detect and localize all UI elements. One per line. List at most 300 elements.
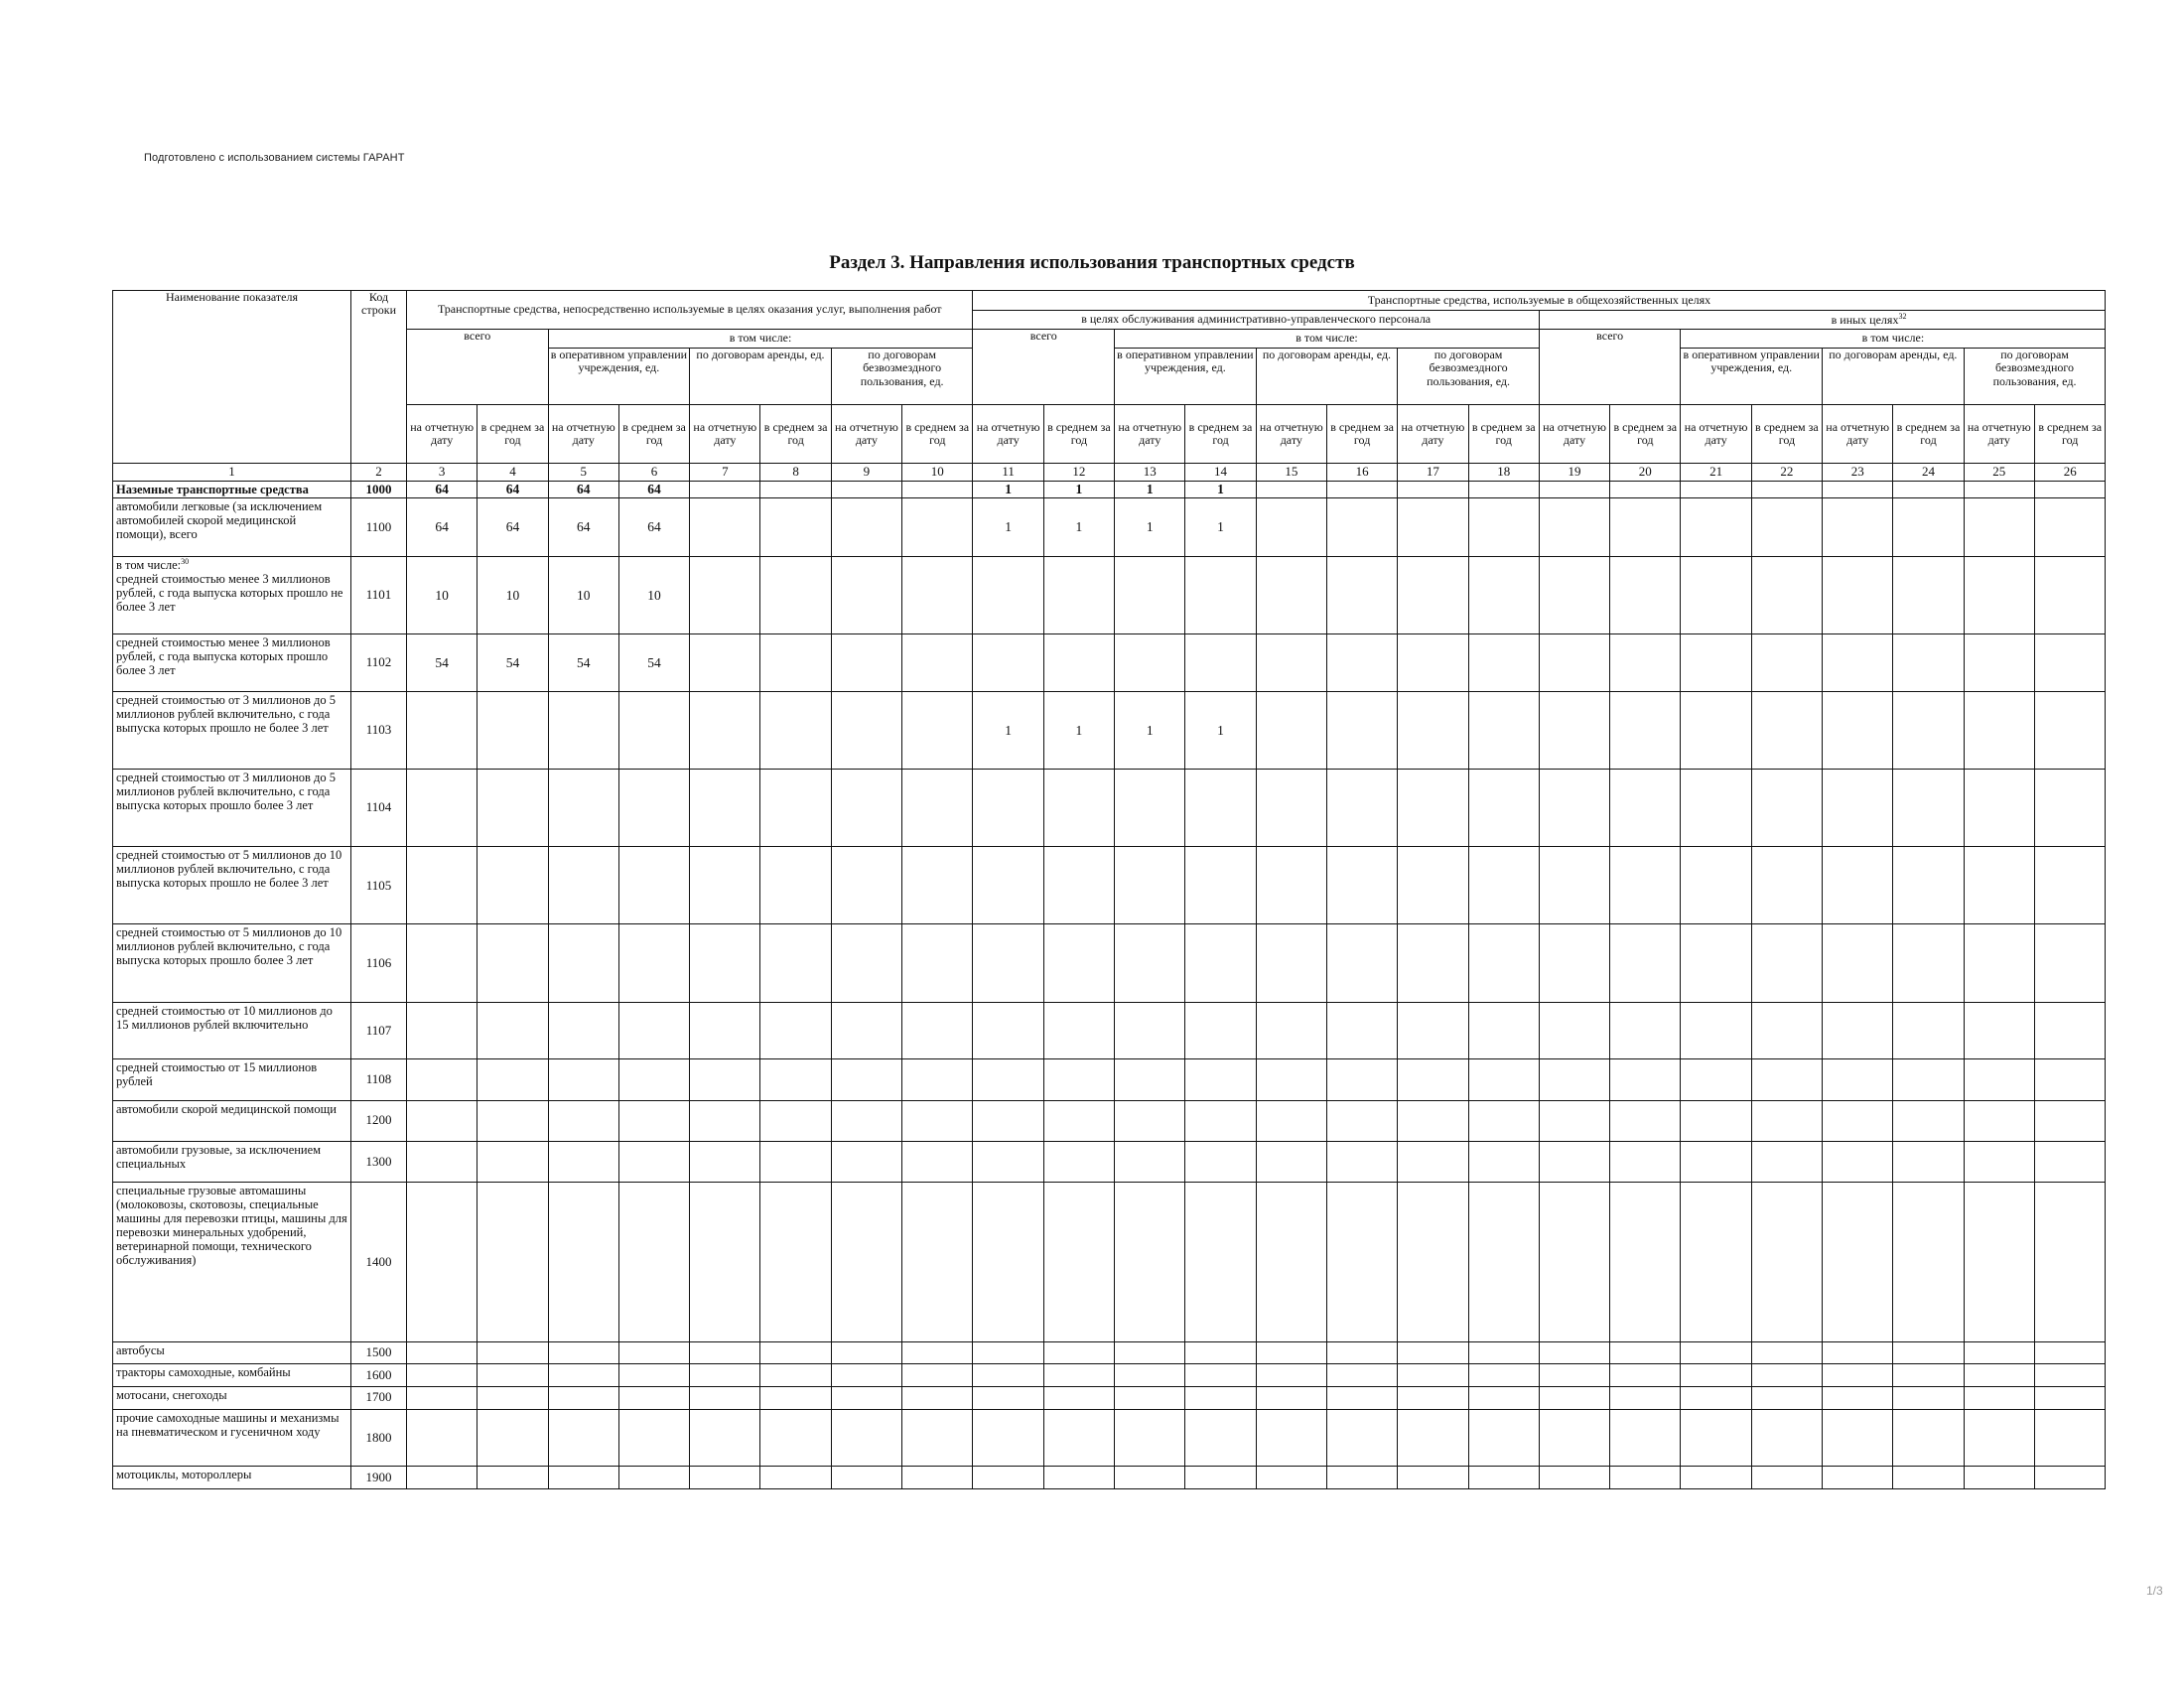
row-value-cell <box>1539 634 1609 692</box>
row-value-cell <box>1256 847 1326 924</box>
row-name-cell <box>113 1002 351 1059</box>
row-value-cell <box>1256 1141 1326 1182</box>
row-value-cell <box>1964 1182 2034 1341</box>
column-number-22: 22 <box>1751 464 1822 482</box>
row-value-cell <box>1539 1141 1609 1182</box>
row-value-cell <box>1823 1182 1893 1341</box>
row-value-cell <box>690 1141 760 1182</box>
row-name-cell <box>113 1100 351 1141</box>
row-value-cell <box>690 769 760 846</box>
row-value-cell <box>690 634 760 692</box>
row-value-cell <box>1256 1364 1326 1387</box>
row-value-cell <box>548 1182 618 1341</box>
row-value-cell <box>1043 1341 1114 1364</box>
row-value-cell <box>1468 1386 1539 1409</box>
row-value-cell: 1 <box>1043 498 1114 557</box>
row-name-cell <box>113 691 351 769</box>
row-code-cell: 1105 <box>351 847 407 924</box>
row-value-cell <box>1115 1100 1185 1141</box>
row-value-cell <box>760 1100 831 1141</box>
row-value-cell <box>1823 1386 1893 1409</box>
row-value-cell <box>1326 1341 1397 1364</box>
row-value-cell: 54 <box>407 634 478 692</box>
row-value-cell <box>1893 556 1964 633</box>
row-value-cell <box>973 1182 1043 1341</box>
row-value-cell <box>760 1002 831 1059</box>
row-name-cell <box>113 1386 351 1409</box>
row-value-cell <box>1964 691 2034 769</box>
row-value-cell <box>1610 847 1681 924</box>
row-value-cell <box>1823 1141 1893 1182</box>
row-value-cell <box>548 1409 618 1467</box>
row-value-cell <box>1539 1059 1609 1100</box>
header-rent-2: по договорам аренды, ед. <box>1823 348 1965 405</box>
row-value-cell <box>407 1386 478 1409</box>
row-value-cell <box>690 691 760 769</box>
row-value-cell <box>1681 769 1751 846</box>
row-value-cell <box>690 1364 760 1387</box>
row-value-cell <box>902 1002 973 1059</box>
row-name-text: тракторы самоходные, комбайны <box>116 1365 291 1380</box>
row-value-cell <box>1964 847 2034 924</box>
header-at-date-2-2: на отчетную дату <box>1823 405 1893 464</box>
row-value-cell <box>1043 1386 1114 1409</box>
row-value-cell <box>1893 1141 1964 1182</box>
table-row <box>113 847 2106 924</box>
row-value-cell <box>407 847 478 924</box>
row-value-cell <box>831 1059 901 1100</box>
row-value-cell <box>1185 1059 1256 1100</box>
row-value-cell <box>1823 1059 1893 1100</box>
row-value-cell <box>902 924 973 1002</box>
row-value-cell <box>1398 924 1468 1002</box>
row-value-cell <box>2034 1002 2106 1059</box>
row-value-cell <box>902 1341 973 1364</box>
row-value-cell <box>1185 1386 1256 1409</box>
column-number-12: 12 <box>1043 464 1114 482</box>
table-row <box>113 1002 2106 1059</box>
row-value-cell <box>1610 1141 1681 1182</box>
row-name-text: средней стоимостью менее 3 миллионов рублей, с года выпуска которых прошло более 3 лет <box>116 635 331 677</box>
row-name-prefix-sup: 30 <box>181 556 190 566</box>
row-value-cell <box>548 769 618 846</box>
column-number-15: 15 <box>1256 464 1326 482</box>
row-value-cell <box>2034 1100 2106 1141</box>
row-value-cell <box>973 1002 1043 1059</box>
row-value-cell <box>1468 556 1539 633</box>
row-value-cell <box>1185 556 1256 633</box>
row-value-cell <box>548 924 618 1002</box>
row-value-cell <box>1115 769 1185 846</box>
row-value-cell <box>1468 634 1539 692</box>
row-value-cell <box>1468 1141 1539 1182</box>
row-value-cell <box>690 1409 760 1467</box>
row-value-cell <box>1893 1059 1964 1100</box>
row-value-cell <box>1115 1141 1185 1182</box>
row-value-cell <box>1610 1364 1681 1387</box>
row-value-cell <box>478 1100 548 1141</box>
row-value-cell <box>1751 1100 1822 1141</box>
row-value-cell <box>1185 1409 1256 1467</box>
row-value-cell <box>760 691 831 769</box>
header-free-1: по договорам безвозмездного пользования, ед. <box>1398 348 1540 405</box>
row-value-cell <box>1043 1002 1114 1059</box>
column-number-17: 17 <box>1398 464 1468 482</box>
row-value-cell <box>1043 1467 1114 1489</box>
row-value-cell <box>1964 1409 2034 1467</box>
row-value-cell <box>1256 924 1326 1002</box>
row-value-cell <box>407 1467 478 1489</box>
row-value-cell <box>760 1467 831 1489</box>
row-name-text: средней стоимостью от 3 миллионов до 5 миллионов рублей включительно, с года выпуска которых прошло более 3 лет <box>116 770 337 812</box>
row-value-cell <box>407 1002 478 1059</box>
row-value-cell <box>760 924 831 1002</box>
row-value-cell <box>760 634 831 692</box>
row-value-cell <box>1751 481 1822 498</box>
row-value-cell <box>1398 1467 1468 1489</box>
row-value-cell <box>1539 1182 1609 1341</box>
row-name-prefix <box>116 558 347 572</box>
column-number-1: 1 <box>113 464 351 482</box>
row-value-cell <box>2034 1341 2106 1364</box>
row-value-cell <box>618 691 689 769</box>
row-value-cell <box>1326 924 1397 1002</box>
row-value-cell <box>1751 847 1822 924</box>
section-title: Раздел 3. Направления использования транспортных средств <box>829 252 1355 273</box>
row-value-cell <box>1893 498 1964 557</box>
row-value-cell <box>1893 1467 1964 1489</box>
row-value-cell <box>478 1182 548 1341</box>
table-row <box>113 634 2106 692</box>
row-value-cell <box>831 1341 901 1364</box>
header-avg-year-1-2: в среднем за год <box>1326 405 1397 464</box>
header-row-3 <box>113 330 2106 349</box>
row-code-cell: 1700 <box>351 1386 407 1409</box>
row-value-cell <box>831 498 901 557</box>
row-value-cell <box>1326 1467 1397 1489</box>
row-value-cell <box>618 1141 689 1182</box>
row-value-cell <box>1823 634 1893 692</box>
row-value-cell <box>902 691 973 769</box>
row-value-cell <box>1751 1467 1822 1489</box>
row-value-cell <box>1539 1341 1609 1364</box>
row-value-cell <box>902 1141 973 1182</box>
row-value-cell <box>1185 847 1256 924</box>
row-value-cell <box>902 1182 973 1341</box>
row-value-cell <box>690 924 760 1002</box>
row-value-cell <box>478 1409 548 1467</box>
row-value-cell <box>1398 1386 1468 1409</box>
row-value-cell: 1 <box>1185 481 1256 498</box>
row-name-cell <box>113 847 351 924</box>
column-number-9: 9 <box>831 464 901 482</box>
header-incl-1: в том числе: <box>1115 330 1540 349</box>
table-row <box>113 1364 2106 1387</box>
row-value-cell <box>2034 481 2106 498</box>
row-value-cell <box>2034 1364 2106 1387</box>
row-value-cell <box>1468 1341 1539 1364</box>
row-value-cell <box>407 1182 478 1341</box>
row-value-cell <box>690 1182 760 1341</box>
row-name-text: мотоциклы, мотороллеры <box>116 1468 252 1482</box>
row-value-cell <box>1751 769 1822 846</box>
row-value-cell <box>831 769 901 846</box>
row-value-cell <box>1681 924 1751 1002</box>
row-value-cell <box>1539 1100 1609 1141</box>
row-value-cell <box>2034 1467 2106 1489</box>
row-value-cell <box>1539 847 1609 924</box>
row-value-cell <box>1398 769 1468 846</box>
row-value-cell <box>2034 1059 2106 1100</box>
row-value-cell <box>1964 1100 2034 1141</box>
row-value-cell <box>1610 1409 1681 1467</box>
row-value-cell <box>1256 634 1326 692</box>
row-value-cell <box>1115 1467 1185 1489</box>
header-sub-other: в иных целях$^{32}$ <box>1539 310 2106 330</box>
row-value-cell <box>973 634 1043 692</box>
row-value-cell <box>902 556 973 633</box>
table-row <box>113 498 2106 557</box>
row-value-cell <box>1964 1002 2034 1059</box>
row-value-cell: 64 <box>478 481 548 498</box>
row-value-cell <box>1256 481 1326 498</box>
row-value-cell <box>1185 1364 1256 1387</box>
row-value-cell <box>1539 1002 1609 1059</box>
header-avg-year-0-2: в среднем за год <box>760 405 831 464</box>
row-value-cell <box>902 1386 973 1409</box>
column-number-3: 3 <box>407 464 478 482</box>
row-value-cell <box>1751 1141 1822 1182</box>
row-value-cell <box>1610 1002 1681 1059</box>
row-value-cell <box>1115 634 1185 692</box>
row-value-cell <box>1823 924 1893 1002</box>
row-value-cell <box>1681 1341 1751 1364</box>
row-value-cell <box>407 769 478 846</box>
row-value-cell <box>1115 556 1185 633</box>
row-name-text: средней стоимостью от 10 миллионов до 15 миллионов рублей включительно <box>116 1003 333 1032</box>
row-value-cell: 10 <box>407 556 478 633</box>
row-code-cell: 1101 <box>351 556 407 633</box>
row-value-cell <box>1751 1059 1822 1100</box>
row-value-cell <box>618 1341 689 1364</box>
row-name-text: средней стоимостью от 15 миллионов рублей <box>116 1060 318 1089</box>
row-name-text: средней стоимостью менее 3 миллионов рублей, с года выпуска которых прошло не более 3 лет <box>116 571 343 614</box>
row-value-cell <box>618 1467 689 1489</box>
row-value-cell <box>1539 691 1609 769</box>
row-value-cell <box>1256 556 1326 633</box>
row-value-cell <box>1610 1341 1681 1364</box>
row-value-cell: 54 <box>548 634 618 692</box>
row-value-cell <box>1185 1182 1256 1341</box>
row-value-cell: 1 <box>973 481 1043 498</box>
row-value-cell <box>902 1100 973 1141</box>
row-value-cell <box>1256 1341 1326 1364</box>
header-oper-1: в оперативном управлении учреждения, ед. <box>1115 348 1257 405</box>
row-value-cell <box>407 1409 478 1467</box>
row-value-cell <box>1964 1341 2034 1364</box>
table-row <box>113 556 2106 633</box>
header-avg-year-1-0: в среднем за год <box>1043 405 1114 464</box>
row-value-cell <box>1398 1409 1468 1467</box>
row-value-cell <box>760 1341 831 1364</box>
row-value-cell <box>831 1364 901 1387</box>
row-value-cell <box>478 1467 548 1489</box>
row-value-cell <box>2034 1409 2106 1467</box>
row-name-cell <box>113 1141 351 1182</box>
row-value-cell <box>478 1059 548 1100</box>
row-value-cell <box>618 1002 689 1059</box>
row-value-cell <box>2034 634 2106 692</box>
row-value-cell <box>548 1100 618 1141</box>
row-name-text: мотосани, снегоходы <box>116 1387 227 1402</box>
header-rent-1: по договорам аренды, ед. <box>1256 348 1398 405</box>
row-value-cell <box>1326 481 1397 498</box>
row-value-cell <box>478 769 548 846</box>
row-value-cell <box>831 634 901 692</box>
row-value-cell <box>1610 498 1681 557</box>
row-name-text: Наземные транспортные средства <box>116 482 309 496</box>
row-value-cell <box>1256 1059 1326 1100</box>
row-value-cell <box>478 691 548 769</box>
row-value-cell <box>478 924 548 1002</box>
row-value-cell <box>1256 1002 1326 1059</box>
table-row <box>113 1409 2106 1467</box>
row-code-cell: 1300 <box>351 1141 407 1182</box>
row-value-cell <box>1681 1364 1751 1387</box>
column-number-24: 24 <box>1893 464 1964 482</box>
row-value-cell <box>2034 769 2106 846</box>
row-value-cell <box>1893 1100 1964 1141</box>
header-code-cell: Код строки <box>351 291 407 464</box>
row-value-cell <box>1893 691 1964 769</box>
row-value-cell <box>1185 769 1256 846</box>
row-value-cell <box>902 769 973 846</box>
row-value-cell <box>760 1386 831 1409</box>
row-value-cell <box>1115 1002 1185 1059</box>
row-value-cell <box>973 847 1043 924</box>
header-group-general: Транспортные средства, используемые в общехозяйственных целях <box>973 291 2106 311</box>
row-value-cell <box>1185 924 1256 1002</box>
column-number-6: 6 <box>618 464 689 482</box>
row-code-cell: 1107 <box>351 1002 407 1059</box>
row-value-cell <box>1751 556 1822 633</box>
row-value-cell <box>1043 1100 1114 1141</box>
row-value-cell <box>478 1002 548 1059</box>
row-value-cell <box>902 481 973 498</box>
table-row <box>113 1386 2106 1409</box>
row-name-text: автобусы <box>116 1342 165 1357</box>
row-value-cell <box>1398 1002 1468 1059</box>
header-free-2: по договорам безвозмездного пользования, ед. <box>1964 348 2106 405</box>
row-value-cell <box>1964 1467 2034 1489</box>
column-number-4: 4 <box>478 464 548 482</box>
row-value-cell <box>478 1141 548 1182</box>
row-value-cell <box>831 1182 901 1341</box>
row-value-cell <box>1043 556 1114 633</box>
row-value-cell <box>1681 1141 1751 1182</box>
row-value-cell <box>1398 634 1468 692</box>
row-value-cell <box>618 769 689 846</box>
row-value-cell <box>478 847 548 924</box>
row-value-cell <box>1610 634 1681 692</box>
column-number-8: 8 <box>760 464 831 482</box>
row-code-cell: 1400 <box>351 1182 407 1341</box>
row-value-cell <box>1610 924 1681 1002</box>
row-code-cell: 1600 <box>351 1364 407 1387</box>
row-value-cell <box>902 1467 973 1489</box>
row-value-cell <box>478 1341 548 1364</box>
row-value-cell <box>690 1341 760 1364</box>
row-value-cell <box>2034 498 2106 557</box>
row-value-cell <box>1256 1100 1326 1141</box>
row-value-cell <box>618 1364 689 1387</box>
row-value-cell <box>407 1059 478 1100</box>
header-free-0: по договорам безвозмездного пользования, ед. <box>831 348 973 405</box>
row-value-cell <box>1468 691 1539 769</box>
table-row <box>113 1341 2106 1364</box>
column-number-row <box>113 464 2106 482</box>
header-avg-year-2-1: в среднем за год <box>1751 405 1822 464</box>
row-value-cell <box>1539 1364 1609 1387</box>
header-at-date-0-1: на отчетную дату <box>548 405 618 464</box>
table-row <box>113 1182 2106 1341</box>
row-value-cell <box>1681 1100 1751 1141</box>
row-name-cell <box>113 481 351 498</box>
table-row <box>113 481 2106 498</box>
header-oper-0: в оперативном управлении учреждения, ед. <box>548 348 690 405</box>
row-value-cell <box>1185 1141 1256 1182</box>
row-value-cell <box>973 1386 1043 1409</box>
row-value-cell <box>1326 1364 1397 1387</box>
row-value-cell <box>1893 1386 1964 1409</box>
row-value-cell <box>2034 1386 2106 1409</box>
row-value-cell <box>548 1059 618 1100</box>
row-value-cell <box>1468 1467 1539 1489</box>
row-value-cell <box>1539 924 1609 1002</box>
row-value-cell <box>1185 1100 1256 1141</box>
row-value-cell <box>1823 1409 1893 1467</box>
row-value-cell <box>1751 1364 1822 1387</box>
row-value-cell <box>1893 1182 1964 1341</box>
table-row <box>113 769 2106 846</box>
row-value-cell <box>831 556 901 633</box>
row-value-cell <box>1043 1059 1114 1100</box>
row-value-cell <box>1751 1386 1822 1409</box>
row-value-cell: 1 <box>973 498 1043 557</box>
row-value-cell <box>1610 1100 1681 1141</box>
row-value-cell <box>1823 498 1893 557</box>
row-value-cell: 10 <box>548 556 618 633</box>
row-value-cell <box>2034 1182 2106 1341</box>
row-value-cell <box>1539 1409 1609 1467</box>
row-name-cell <box>113 924 351 1002</box>
row-value-cell <box>1468 1409 1539 1467</box>
row-value-cell <box>1964 498 2034 557</box>
row-name-cell <box>113 769 351 846</box>
row-code-cell: 1100 <box>351 498 407 557</box>
row-value-cell <box>902 1059 973 1100</box>
row-value-cell <box>1115 1409 1185 1467</box>
row-value-cell <box>407 924 478 1002</box>
header-avg-year-0-1: в среднем за год <box>618 405 689 464</box>
row-value-cell <box>2034 556 2106 633</box>
row-value-cell <box>1751 498 1822 557</box>
row-value-cell <box>1398 556 1468 633</box>
row-value-cell <box>760 1364 831 1387</box>
row-value-cell <box>1893 847 1964 924</box>
row-value-cell <box>1893 924 1964 1002</box>
row-value-cell <box>690 1002 760 1059</box>
